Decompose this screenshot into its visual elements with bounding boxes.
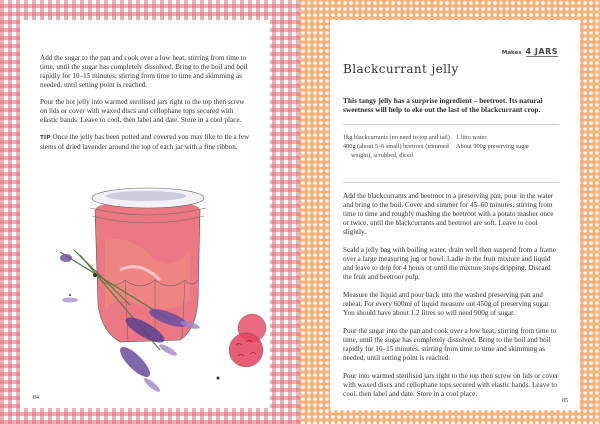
jam-jar-illustration <box>40 180 270 410</box>
ingredients-column <box>456 133 529 160</box>
right-page <box>300 0 600 424</box>
tip <box>40 133 252 152</box>
tip-label: TIP <box>40 135 51 141</box>
yield-label <box>502 47 558 57</box>
left-page-panel <box>20 20 270 408</box>
right-page-panel <box>330 20 580 410</box>
method-step: Add the sugar to the pan and cook over a low heat, stirring from time to time, until the sugar has completely dissolved. Bring to the boil and boil rapidly for 10–15 minutes, stirring from time to time and skimming as needed, until setting point is reached. <box>40 54 248 89</box>
method-step: Scald a jelly bag with boiling water, drain well then suspend from a frame over a large measuring jug or bowl. Ladle in the fruit mixture and liquid and leave to drip for 4 hours or until the mixture stops dripping. Discard the fruit and beetroot pulp. <box>343 246 556 281</box>
ingredients-column <box>343 133 456 160</box>
ingredients <box>343 133 559 160</box>
method-step: Pour the hot jelly into warmed sterilised jars right to the top then screw on lids or cover with waxed discs and cellophane tops secured with elastic bands. Leave to cool, then label and date. Store in a cool place. <box>40 98 245 124</box>
method-step: Measure the liquid and pour back into the washed preserving pan and reheat. For every 600ml of liquid measure out 450g of preserving sugar. You should have about 1.2 litres so will need 900g of sugar. <box>343 291 550 317</box>
jar-icon <box>90 188 206 342</box>
ingredient: About 900g preserving sugar <box>456 143 530 150</box>
method-step: Pour the sugar into the pan and cook over a low heat, stirring from time to time, until the sugar has completely dissolved. Bring to the boil and boil rapidly for 10–15 minutes, stirring from time to time and skimming as needed, until setting point is reached. <box>343 327 557 362</box>
left-page-text <box>40 54 252 160</box>
method-step: Add the blackcurrants and beetroot to a preserving pan, pour in the water and bring to the boil. Cover and simmer for 45–60 minutes, stirring from time to time and roughly mashing the beetroot with a potato masher once or twice, until the blackcurrants and beetroot are soft. Leave to cool slightly. <box>343 192 554 236</box>
recipe-intro: This tangy jelly has a surprise ingredient – beetroot. Its natural sweetness will help to eke out the last of the blackcurrant crop. <box>343 96 543 114</box>
tip-text: Once the jelly has been potted and covered you may like to tie a few stems of dried lavender around the top of each jar with a fine ribbon. <box>40 133 250 151</box>
ingredient: 1kg blackcurrants (no need to top and tail) <box>343 134 450 141</box>
recipe-title: Blackcurrant jelly <box>343 62 459 76</box>
makes-quantity: 4 JARS <box>525 47 558 56</box>
method-step: Pour into warmed sterilised jars right to the top then screw on lids or cover with waxed discs and cellophane tops secured with elastic bands. Leave to cool, then label and date. Store in a cool place. <box>343 372 559 398</box>
raspberry-icon <box>229 314 266 367</box>
divider <box>343 182 559 183</box>
page-number: 84 <box>33 395 39 401</box>
ingredient: 400g (about 5–6 small) beetroot (trimmed weight), scrubbed, diced <box>343 143 449 159</box>
makes-label: Makes <box>501 50 522 56</box>
divider <box>343 124 559 125</box>
ingredient: 1 litre water <box>456 134 487 141</box>
method <box>343 192 561 408</box>
page-number: 85 <box>562 398 568 404</box>
